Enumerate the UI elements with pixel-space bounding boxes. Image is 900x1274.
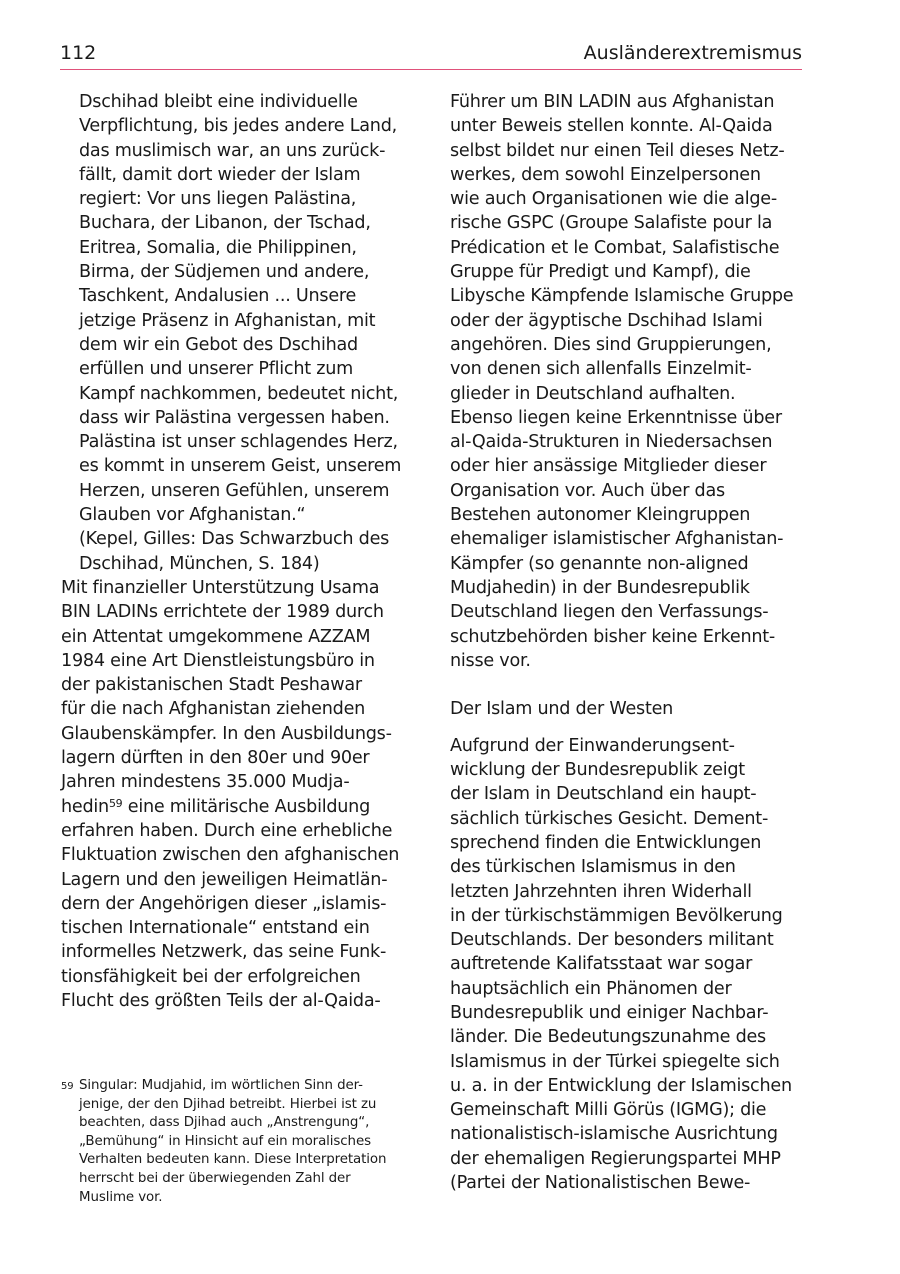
- text-line: al-Qaida-Strukturen in Niedersachsen: [450, 432, 773, 453]
- text-line: Mudjahedin) in der Bundesrepublik: [450, 577, 750, 598]
- text-line: Organisation vor. Auch über das: [450, 480, 725, 501]
- text-line: auftretende Kalifatsstaat war sogar: [450, 954, 753, 975]
- text-line: von denen sich allenfalls Einzelmit-: [450, 359, 752, 380]
- text-line: angehören. Dies sind Gruppierungen,: [450, 334, 772, 355]
- text-line: Aufgrund der Einwanderungsent-: [450, 735, 735, 756]
- text-line: Gemeinschaft Milli Görüs (IGMG); die: [450, 1100, 767, 1121]
- text-line: das muslimisch war, an uns zurück-: [79, 140, 386, 161]
- text-line: fällt, damit dort wieder der Islam: [79, 164, 361, 185]
- text-line: regiert: Vor uns liegen Palästina,: [79, 189, 357, 210]
- text-line: dem wir ein Gebot des Dschihad: [79, 334, 358, 355]
- text-line: rische GSPC (Groupe Salafiste pour la: [450, 213, 773, 234]
- text-line: werkes, dem sowohl Einzelpersonen: [450, 164, 761, 185]
- heading-gap: [450, 722, 812, 734]
- text-line: Bundesrepublik und einiger Nachbar-: [450, 1002, 769, 1023]
- text-line: des türkischen Islamismus in den: [450, 857, 736, 878]
- text-line: Glauben vor Afghanistan.“: [79, 505, 306, 526]
- text-line: oder der ägyptische Dschihad Islami: [450, 310, 763, 331]
- text-line: ein Attentat umgekommene AZZAM: [61, 626, 371, 647]
- text-line: Gruppe für Predigt und Kampf), die: [450, 262, 751, 283]
- text-line: herrscht bei der überwiegenden Zahl der: [79, 1170, 351, 1186]
- text-line: hauptsächlich ein Phänomen der: [450, 978, 732, 999]
- text-line: u. a. in der Entwicklung der Islamischen: [450, 1075, 792, 1096]
- text-line: nationalistisch-islamische Ausrichtung: [450, 1124, 778, 1145]
- text-line: nisse vor.: [450, 650, 531, 671]
- text-line: ehemaliger islamistischer Afghanistan-: [450, 529, 784, 550]
- text-line: Lagern und den jeweiligen Heimatlän-: [61, 869, 388, 890]
- text-line: Palästina ist unser schlagendes Herz,: [79, 432, 398, 453]
- footnote-ref-line-start: hedin: [61, 796, 109, 817]
- text-line: Singular: Mudjahid, im wörtlichen Sinn der-: [79, 1078, 363, 1093]
- text-line: Dschihad, München, S. 184): [79, 553, 320, 574]
- text-line: Mit finanzieller Unterstützung Usama: [61, 577, 380, 598]
- footnote-text: [61, 1077, 421, 1207]
- text-line: jenige, der den Djihad betreibt. Hierbei ist zu: [79, 1096, 377, 1112]
- page-header: [60, 42, 802, 70]
- text-line: lagern dürften in den 80er und 90er: [61, 748, 370, 769]
- text-line: Ebenso liegen keine Erkenntnisse über: [450, 407, 782, 428]
- left-body-b: [61, 819, 426, 1013]
- footnote-reference: 59: [108, 796, 123, 810]
- text-line: „Bemühung“ in Hinsicht auf ein moralisches: [79, 1133, 371, 1149]
- left-column: [61, 90, 426, 1013]
- paragraph-gap: [450, 673, 812, 697]
- text-line: 1984 eine Art Dienstleistungsbüro in: [61, 650, 375, 671]
- text-line: letzten Jahrzehnten ihren Widerhall: [450, 881, 752, 902]
- text-line: Libysche Kämpfende Islamische Gruppe: [450, 286, 794, 307]
- text-line: der pakistanischen Stadt Peshawar: [61, 675, 362, 696]
- text-line: glieder in Deutschland aufhalten.: [450, 383, 736, 404]
- text-line: beachten, dass Djihad auch „Anstrengung“,: [79, 1115, 370, 1131]
- text-line: es kommt in unserem Geist, unserem: [79, 456, 402, 477]
- text-line: selbst bildet nur einen Teil dieses Netz-: [450, 140, 785, 161]
- text-line: Deutschland liegen den Verfassungs-: [450, 602, 769, 623]
- text-line: jetzige Präsenz in Afghanistan, mit: [79, 310, 376, 331]
- text-line: (Partei der Nationalistischen Bewe-: [450, 1173, 751, 1194]
- footnote-marker: 59: [61, 1081, 74, 1092]
- text-line: länder. Die Bedeutungszunahme des: [450, 1027, 766, 1048]
- text-line: Taschkent, Andalusien ... Unsere: [79, 286, 357, 307]
- text-line: Kampf nachkommen, bedeutet nicht,: [79, 383, 399, 404]
- text-line: für die nach Afghanistan ziehenden: [61, 699, 366, 720]
- text-line: erfahren haben. Durch eine erhebliche: [61, 820, 393, 841]
- text-line: tischen Internationale“ entstand ein: [61, 918, 370, 939]
- text-line: in der türkischstämmigen Bevölkerung: [450, 905, 783, 926]
- text-line: Jahren mindestens 35.000 Mudja-: [61, 772, 350, 793]
- text-line: oder hier ansässige Mitglieder dieser: [450, 456, 767, 477]
- text-line: Deutschlands. Der besonders militant: [450, 930, 774, 951]
- right-body-b: [450, 734, 812, 1196]
- running-title: Ausländerextremismus: [583, 42, 802, 64]
- text-line: wicklung der Bundesrepublik zeigt: [450, 760, 745, 781]
- text-line: erfüllen und unserer Pflicht zum: [79, 359, 354, 380]
- page-number: 112: [60, 42, 97, 64]
- text-line: unter Beweis stellen konnte. Al-Qaida: [450, 116, 773, 137]
- text-line: Islamismus in der Türkei spiegelte sich: [450, 1051, 780, 1072]
- text-line: Fluktuation zwischen den afghanischen: [61, 845, 400, 866]
- header-rule: [60, 69, 802, 70]
- text-line: sächlich türkisches Gesicht. Dement-: [450, 808, 769, 829]
- right-column: [450, 90, 812, 1195]
- left-body-a: [61, 576, 426, 795]
- text-line: Glaubenskämpfer. In den Ausbildungs-: [61, 723, 392, 744]
- text-line: Eritrea, Somalia, die Philippinen,: [79, 237, 357, 258]
- text-line: informelles Netzwerk, das seine Funk-: [61, 942, 387, 963]
- text-line: wie auch Organisationen wie die alge-: [450, 189, 777, 210]
- text-line: Verhalten bedeuten kann. Diese Interpretation: [79, 1152, 387, 1168]
- text-line: sprechend finden die Entwicklungen: [450, 832, 762, 853]
- text-line: dass wir Palästina vergessen haben.: [79, 407, 390, 428]
- text-line: (Kepel, Gilles: Das Schwarzbuch des: [79, 529, 390, 550]
- text-line: Verpflichtung, bis jedes andere Land,: [79, 116, 397, 137]
- text-line: Herzen, unseren Gefühlen, unserem: [79, 480, 390, 501]
- text-line: Führer um BIN LADIN aus Afghanistan: [450, 92, 775, 112]
- text-line: Kämpfer (so genannte non-aligned: [450, 553, 749, 574]
- text-line: Muslime vor.: [79, 1189, 163, 1205]
- text-line: Dschihad bleibt eine individuelle: [79, 92, 358, 112]
- block-quote: [61, 90, 426, 576]
- text-line: Bestehen autonomer Kleingruppen: [450, 505, 751, 526]
- text-line: der ehemaligen Regierungspartei MHP: [450, 1148, 781, 1169]
- right-body-a: [450, 90, 812, 673]
- text-line: tionsfähigkeit bei der erfolgreichen: [61, 966, 361, 987]
- text-line: der Islam in Deutschland ein haupt-: [450, 784, 757, 805]
- text-line: BIN LADINs errichtete der 1989 durch: [61, 602, 384, 623]
- footnote: [61, 1077, 421, 1207]
- text-line: Flucht des größten Teils der al-Qaida-: [61, 990, 381, 1011]
- text-line: schutzbehörden bisher keine Erkennt-: [450, 626, 775, 647]
- text-line: Birma, der Südjemen und andere,: [79, 262, 370, 283]
- text-line: Buchara, der Libanon, der Tschad,: [79, 213, 371, 234]
- text-line-footnote-ref: [61, 795, 426, 819]
- section-heading: Der Islam und der Westen: [450, 699, 674, 720]
- footnote-ref-line-end: eine militärische Ausbildung: [122, 796, 371, 817]
- text-line: Prédication et le Combat, Salafistische: [450, 237, 780, 258]
- text-line: dern der Angehörigen dieser „islamis-: [61, 893, 387, 914]
